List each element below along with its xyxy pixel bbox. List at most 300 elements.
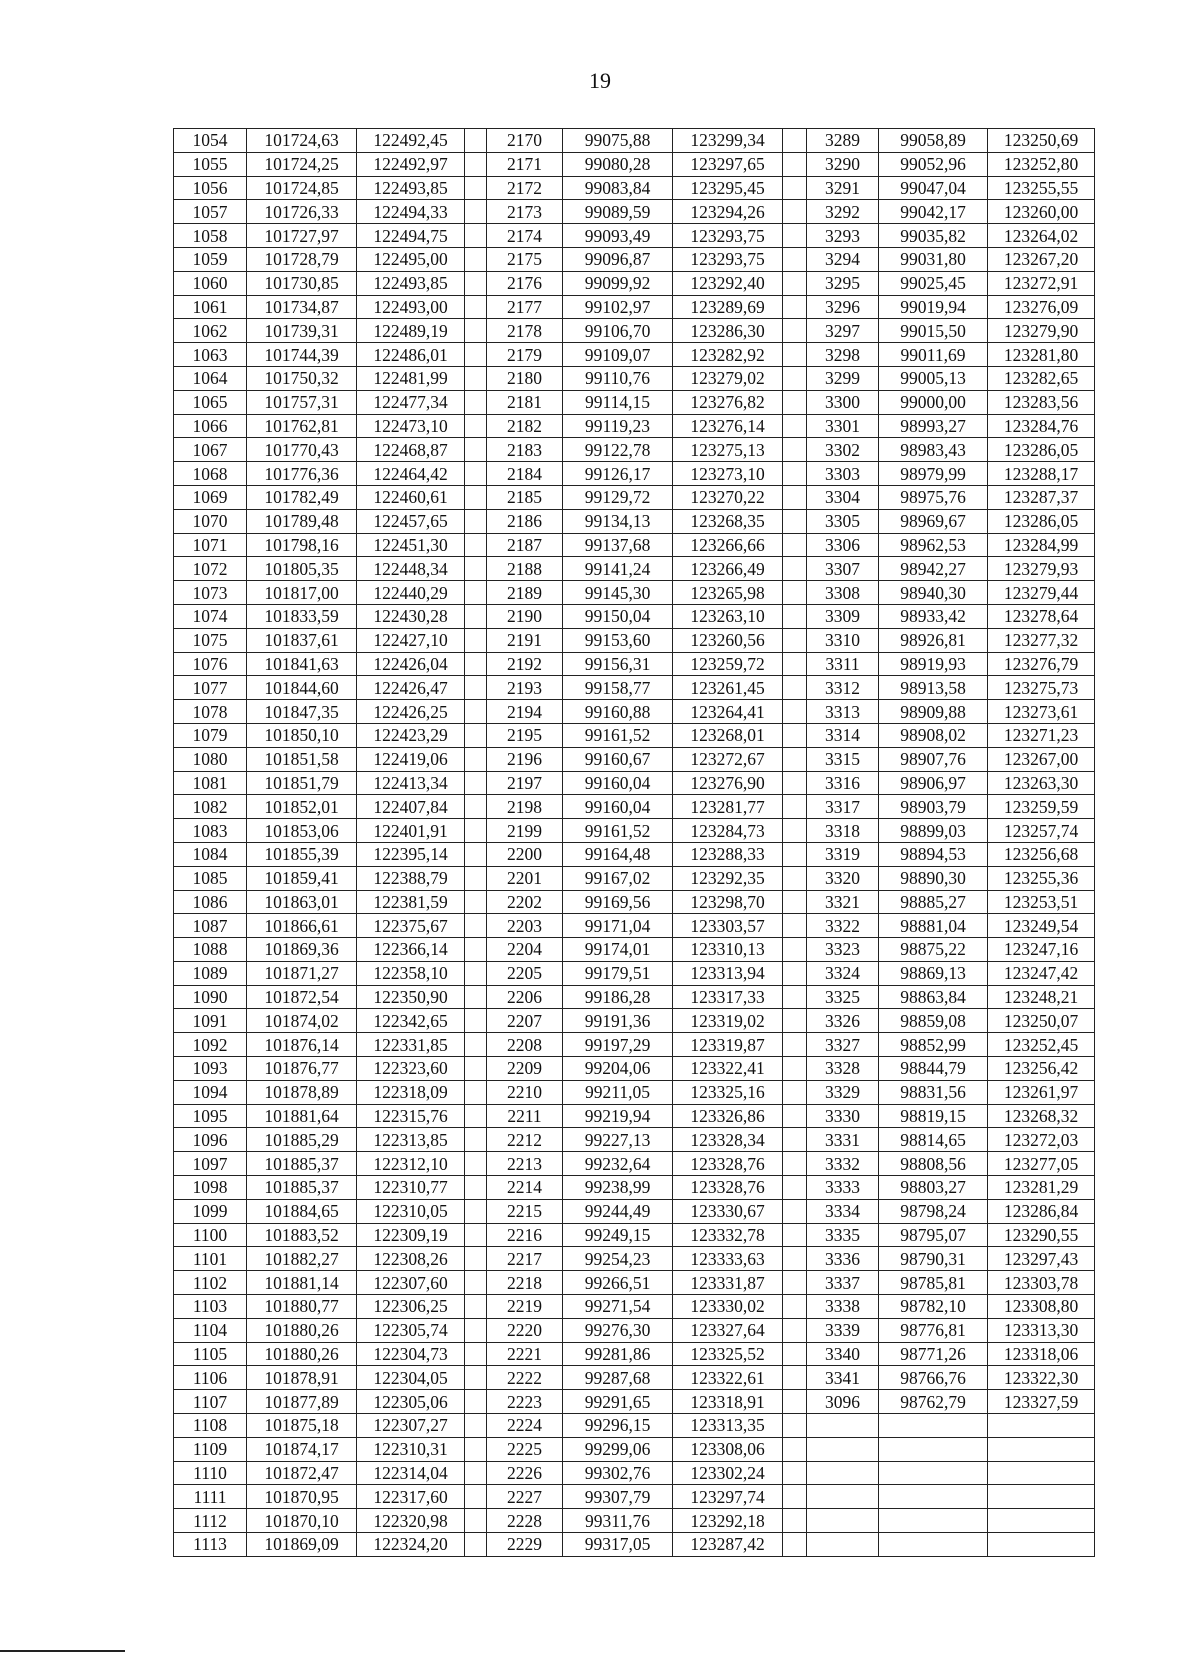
y-coordinate-cell: 122306,25 xyxy=(357,1295,465,1319)
point-number-cell: 2184 xyxy=(487,462,563,486)
point-number-cell: 3294 xyxy=(807,247,879,271)
table-row xyxy=(174,438,1095,462)
column-separator-cell xyxy=(465,1080,487,1104)
column-separator-cell xyxy=(465,271,487,295)
x-coordinate-cell: 101885,29 xyxy=(247,1128,357,1152)
column-separator-cell xyxy=(465,1485,487,1509)
point-number-cell: 3295 xyxy=(807,271,879,295)
x-coordinate-cell: 98803,27 xyxy=(879,1176,988,1200)
table-row xyxy=(174,819,1095,843)
x-coordinate-cell: 99227,13 xyxy=(563,1128,673,1152)
y-coordinate-cell: 123303,57 xyxy=(673,914,783,938)
y-coordinate-cell: 123284,99 xyxy=(988,533,1095,557)
y-coordinate-cell: 123330,02 xyxy=(673,1295,783,1319)
y-coordinate-cell: 123275,73 xyxy=(988,676,1095,700)
x-coordinate-cell xyxy=(879,1485,988,1509)
column-separator-cell xyxy=(783,819,807,843)
x-coordinate-cell: 101883,52 xyxy=(247,1223,357,1247)
y-coordinate-cell: 123298,70 xyxy=(673,890,783,914)
table-row xyxy=(174,1342,1095,1366)
table-row xyxy=(174,1176,1095,1200)
point-number-cell: 1087 xyxy=(174,914,247,938)
point-number-cell: 1111 xyxy=(174,1485,247,1509)
table-row xyxy=(174,1485,1095,1509)
y-coordinate-cell: 123281,29 xyxy=(988,1176,1095,1200)
y-coordinate-cell: 122468,87 xyxy=(357,438,465,462)
x-coordinate-cell xyxy=(879,1414,988,1438)
x-coordinate-cell: 99160,88 xyxy=(563,700,673,724)
x-coordinate-cell: 99169,56 xyxy=(563,890,673,914)
point-number-cell: 1110 xyxy=(174,1461,247,1485)
x-coordinate-cell: 98906,97 xyxy=(879,771,988,795)
x-coordinate-cell: 98908,02 xyxy=(879,723,988,747)
y-coordinate-cell: 122423,29 xyxy=(357,723,465,747)
point-number-cell: 2183 xyxy=(487,438,563,462)
point-number-cell: 1064 xyxy=(174,366,247,390)
column-separator-cell xyxy=(783,1366,807,1390)
x-coordinate-cell: 101885,37 xyxy=(247,1152,357,1176)
x-coordinate-cell: 99075,88 xyxy=(563,129,673,153)
table-row xyxy=(174,1295,1095,1319)
x-coordinate-cell: 101844,60 xyxy=(247,676,357,700)
point-number-cell: 3311 xyxy=(807,652,879,676)
column-separator-cell xyxy=(465,390,487,414)
x-coordinate-cell: 99153,60 xyxy=(563,628,673,652)
y-coordinate-cell: 122489,19 xyxy=(357,319,465,343)
point-number-cell: 1082 xyxy=(174,795,247,819)
coordinates-table-body xyxy=(174,129,1095,1557)
x-coordinate-cell: 98771,26 xyxy=(879,1342,988,1366)
y-coordinate-cell: 122331,85 xyxy=(357,1033,465,1057)
point-number-cell: 2174 xyxy=(487,224,563,248)
table-row xyxy=(174,1223,1095,1247)
y-coordinate-cell: 123260,00 xyxy=(988,200,1095,224)
y-coordinate-cell: 122315,76 xyxy=(357,1104,465,1128)
x-coordinate-cell: 98762,79 xyxy=(879,1390,988,1414)
table-row xyxy=(174,1009,1095,1033)
x-coordinate-cell: 99186,28 xyxy=(563,985,673,1009)
point-number-cell: 1100 xyxy=(174,1223,247,1247)
point-number-cell: 1077 xyxy=(174,676,247,700)
x-coordinate-cell xyxy=(879,1509,988,1533)
y-coordinate-cell: 123264,41 xyxy=(673,700,783,724)
column-separator-cell xyxy=(465,557,487,581)
point-number-cell: 1055 xyxy=(174,152,247,176)
column-separator-cell xyxy=(465,1128,487,1152)
point-number-cell: 2222 xyxy=(487,1366,563,1390)
x-coordinate-cell: 101798,16 xyxy=(247,533,357,557)
y-coordinate-cell: 123252,45 xyxy=(988,1033,1095,1057)
point-number-cell: 3332 xyxy=(807,1152,879,1176)
column-separator-cell xyxy=(783,271,807,295)
y-coordinate-cell: 122304,73 xyxy=(357,1342,465,1366)
point-number-cell: 2175 xyxy=(487,247,563,271)
x-coordinate-cell: 99137,68 xyxy=(563,533,673,557)
x-coordinate-cell: 98814,65 xyxy=(879,1128,988,1152)
column-separator-cell xyxy=(783,581,807,605)
y-coordinate-cell: 123308,80 xyxy=(988,1295,1095,1319)
y-coordinate-cell: 123313,30 xyxy=(988,1318,1095,1342)
point-number-cell: 2219 xyxy=(487,1295,563,1319)
column-separator-cell xyxy=(465,414,487,438)
y-coordinate-cell: 123322,61 xyxy=(673,1366,783,1390)
point-number-cell: 2202 xyxy=(487,890,563,914)
x-coordinate-cell: 98863,84 xyxy=(879,985,988,1009)
column-separator-cell xyxy=(465,1104,487,1128)
y-coordinate-cell: 122358,10 xyxy=(357,961,465,985)
y-coordinate-cell: 123255,36 xyxy=(988,866,1095,890)
point-number-cell: 2173 xyxy=(487,200,563,224)
point-number-cell xyxy=(807,1461,879,1485)
y-coordinate-cell: 123282,92 xyxy=(673,343,783,367)
point-number-cell: 3319 xyxy=(807,842,879,866)
point-number-cell: 3320 xyxy=(807,866,879,890)
point-number-cell: 2205 xyxy=(487,961,563,985)
point-number-cell: 3316 xyxy=(807,771,879,795)
x-coordinate-cell: 101724,25 xyxy=(247,152,357,176)
table-row xyxy=(174,295,1095,319)
x-coordinate-cell: 101852,01 xyxy=(247,795,357,819)
column-separator-cell xyxy=(783,533,807,557)
point-number-cell: 1075 xyxy=(174,628,247,652)
point-number-cell: 2194 xyxy=(487,700,563,724)
point-number-cell: 3301 xyxy=(807,414,879,438)
y-coordinate-cell: 122305,06 xyxy=(357,1390,465,1414)
point-number-cell: 3328 xyxy=(807,1057,879,1081)
point-number-cell: 2210 xyxy=(487,1080,563,1104)
column-separator-cell xyxy=(783,462,807,486)
x-coordinate-cell: 101855,39 xyxy=(247,842,357,866)
y-coordinate-cell: 123290,55 xyxy=(988,1223,1095,1247)
point-number-cell: 3333 xyxy=(807,1176,879,1200)
point-number-cell: 1109 xyxy=(174,1437,247,1461)
x-coordinate-cell: 99161,52 xyxy=(563,819,673,843)
y-coordinate-cell: 122427,10 xyxy=(357,628,465,652)
point-number-cell: 2187 xyxy=(487,533,563,557)
point-number-cell: 1058 xyxy=(174,224,247,248)
column-separator-cell xyxy=(783,1247,807,1271)
x-coordinate-cell: 99158,77 xyxy=(563,676,673,700)
y-coordinate-cell: 123287,37 xyxy=(988,485,1095,509)
point-number-cell: 1059 xyxy=(174,247,247,271)
table-row xyxy=(174,1509,1095,1533)
point-number-cell: 3340 xyxy=(807,1342,879,1366)
y-coordinate-cell: 123259,72 xyxy=(673,652,783,676)
x-coordinate-cell: 99093,49 xyxy=(563,224,673,248)
y-coordinate-cell: 123259,59 xyxy=(988,795,1095,819)
x-coordinate-cell: 99296,15 xyxy=(563,1414,673,1438)
y-coordinate-cell xyxy=(988,1485,1095,1509)
point-number-cell: 2182 xyxy=(487,414,563,438)
column-separator-cell xyxy=(783,224,807,248)
point-number-cell: 1060 xyxy=(174,271,247,295)
x-coordinate-cell xyxy=(879,1437,988,1461)
x-coordinate-cell: 101876,14 xyxy=(247,1033,357,1057)
table-row xyxy=(174,700,1095,724)
x-coordinate-cell: 99102,97 xyxy=(563,295,673,319)
x-coordinate-cell: 101833,59 xyxy=(247,604,357,628)
x-coordinate-cell: 101859,41 xyxy=(247,866,357,890)
y-coordinate-cell: 123256,42 xyxy=(988,1057,1095,1081)
column-separator-cell xyxy=(465,509,487,533)
y-coordinate-cell: 123273,61 xyxy=(988,700,1095,724)
x-coordinate-cell: 98926,81 xyxy=(879,628,988,652)
x-coordinate-cell: 101871,27 xyxy=(247,961,357,985)
x-coordinate-cell: 98899,03 xyxy=(879,819,988,843)
y-coordinate-cell: 123250,07 xyxy=(988,1009,1095,1033)
column-separator-cell xyxy=(783,414,807,438)
point-number-cell: 1080 xyxy=(174,747,247,771)
x-coordinate-cell: 98819,15 xyxy=(879,1104,988,1128)
x-coordinate-cell: 99083,84 xyxy=(563,176,673,200)
x-coordinate-cell: 99287,68 xyxy=(563,1366,673,1390)
x-coordinate-cell: 101728,79 xyxy=(247,247,357,271)
y-coordinate-cell: 123294,26 xyxy=(673,200,783,224)
point-number-cell: 2186 xyxy=(487,509,563,533)
x-coordinate-cell: 101837,61 xyxy=(247,628,357,652)
x-coordinate-cell: 98885,27 xyxy=(879,890,988,914)
y-coordinate-cell: 123252,80 xyxy=(988,152,1095,176)
x-coordinate-cell: 101850,10 xyxy=(247,723,357,747)
column-separator-cell xyxy=(465,604,487,628)
column-separator-cell xyxy=(783,1295,807,1319)
point-number-cell: 1107 xyxy=(174,1390,247,1414)
table-row xyxy=(174,1199,1095,1223)
y-coordinate-cell: 123278,64 xyxy=(988,604,1095,628)
column-separator-cell xyxy=(783,1271,807,1295)
point-number-cell: 3325 xyxy=(807,985,879,1009)
y-coordinate-cell: 123267,20 xyxy=(988,247,1095,271)
column-separator-cell xyxy=(783,1176,807,1200)
table-row xyxy=(174,485,1095,509)
x-coordinate-cell: 99129,72 xyxy=(563,485,673,509)
column-separator-cell xyxy=(783,509,807,533)
x-coordinate-cell xyxy=(879,1533,988,1557)
point-number-cell: 3305 xyxy=(807,509,879,533)
y-coordinate-cell: 123328,76 xyxy=(673,1176,783,1200)
point-number-cell: 2170 xyxy=(487,129,563,153)
x-coordinate-cell: 99150,04 xyxy=(563,604,673,628)
point-number-cell: 1084 xyxy=(174,842,247,866)
point-number-cell: 2209 xyxy=(487,1057,563,1081)
point-number-cell: 2207 xyxy=(487,1009,563,1033)
x-coordinate-cell: 101739,31 xyxy=(247,319,357,343)
x-coordinate-cell: 101882,27 xyxy=(247,1247,357,1271)
point-number-cell: 1067 xyxy=(174,438,247,462)
y-coordinate-cell: 123295,45 xyxy=(673,176,783,200)
y-coordinate-cell xyxy=(988,1461,1095,1485)
y-coordinate-cell: 122307,27 xyxy=(357,1414,465,1438)
x-coordinate-cell: 101880,77 xyxy=(247,1295,357,1319)
y-coordinate-cell: 123281,80 xyxy=(988,343,1095,367)
point-number-cell: 2211 xyxy=(487,1104,563,1128)
column-separator-cell xyxy=(783,1342,807,1366)
column-separator-cell xyxy=(465,938,487,962)
y-coordinate-cell: 122304,05 xyxy=(357,1366,465,1390)
x-coordinate-cell: 101841,63 xyxy=(247,652,357,676)
x-coordinate-cell: 99035,82 xyxy=(879,224,988,248)
point-number-cell: 3327 xyxy=(807,1033,879,1057)
table-row xyxy=(174,509,1095,533)
point-number-cell: 2213 xyxy=(487,1152,563,1176)
table-row xyxy=(174,152,1095,176)
y-coordinate-cell: 122307,60 xyxy=(357,1271,465,1295)
y-coordinate-cell: 123322,30 xyxy=(988,1366,1095,1390)
y-coordinate-cell: 122320,98 xyxy=(357,1509,465,1533)
x-coordinate-cell: 101782,49 xyxy=(247,485,357,509)
y-coordinate-cell: 123276,82 xyxy=(673,390,783,414)
point-number-cell: 2221 xyxy=(487,1342,563,1366)
point-number-cell: 1085 xyxy=(174,866,247,890)
x-coordinate-cell: 98869,13 xyxy=(879,961,988,985)
x-coordinate-cell: 99232,64 xyxy=(563,1152,673,1176)
y-coordinate-cell: 123263,10 xyxy=(673,604,783,628)
point-number-cell: 1065 xyxy=(174,390,247,414)
y-coordinate-cell xyxy=(988,1533,1095,1557)
y-coordinate-cell: 122493,00 xyxy=(357,295,465,319)
table-row xyxy=(174,985,1095,1009)
x-coordinate-cell: 101724,85 xyxy=(247,176,357,200)
x-coordinate-cell: 99160,67 xyxy=(563,747,673,771)
y-coordinate-cell: 123297,43 xyxy=(988,1247,1095,1271)
x-coordinate-cell: 99219,94 xyxy=(563,1104,673,1128)
x-coordinate-cell: 99164,48 xyxy=(563,842,673,866)
x-coordinate-cell: 98852,99 xyxy=(879,1033,988,1057)
point-number-cell: 3306 xyxy=(807,533,879,557)
point-number-cell: 3312 xyxy=(807,676,879,700)
column-separator-cell xyxy=(465,224,487,248)
point-number-cell: 1090 xyxy=(174,985,247,1009)
column-separator-cell xyxy=(783,438,807,462)
x-coordinate-cell: 98940,30 xyxy=(879,581,988,605)
column-separator-cell xyxy=(465,533,487,557)
column-separator-cell xyxy=(465,1509,487,1533)
table-row xyxy=(174,200,1095,224)
y-coordinate-cell: 123268,35 xyxy=(673,509,783,533)
table-row xyxy=(174,390,1095,414)
y-coordinate-cell: 122460,61 xyxy=(357,485,465,509)
footnote-rule xyxy=(0,1650,125,1652)
point-number-cell: 1074 xyxy=(174,604,247,628)
point-number-cell: 2220 xyxy=(487,1318,563,1342)
table-row xyxy=(174,1271,1095,1295)
x-coordinate-cell: 98785,81 xyxy=(879,1271,988,1295)
x-coordinate-cell: 101789,48 xyxy=(247,509,357,533)
x-coordinate-cell: 99179,51 xyxy=(563,961,673,985)
point-number-cell: 3309 xyxy=(807,604,879,628)
x-coordinate-cell: 101870,10 xyxy=(247,1509,357,1533)
column-separator-cell xyxy=(465,462,487,486)
x-coordinate-cell: 98881,04 xyxy=(879,914,988,938)
point-number-cell: 3297 xyxy=(807,319,879,343)
x-coordinate-cell: 99015,50 xyxy=(879,319,988,343)
point-number-cell: 1099 xyxy=(174,1199,247,1223)
x-coordinate-cell: 98979,99 xyxy=(879,462,988,486)
y-coordinate-cell: 122493,85 xyxy=(357,271,465,295)
point-number-cell: 3314 xyxy=(807,723,879,747)
column-separator-cell xyxy=(465,1033,487,1057)
y-coordinate-cell: 122426,47 xyxy=(357,676,465,700)
column-separator-cell xyxy=(465,747,487,771)
point-number-cell: 2191 xyxy=(487,628,563,652)
column-separator-cell xyxy=(783,652,807,676)
x-coordinate-cell: 101724,63 xyxy=(247,129,357,153)
x-coordinate-cell: 101870,95 xyxy=(247,1485,357,1509)
point-number-cell: 3293 xyxy=(807,224,879,248)
x-coordinate-cell: 99302,76 xyxy=(563,1461,673,1485)
y-coordinate-cell: 123318,06 xyxy=(988,1342,1095,1366)
column-separator-cell xyxy=(465,176,487,200)
table-row xyxy=(174,1104,1095,1128)
column-separator-cell xyxy=(465,319,487,343)
x-coordinate-cell: 98831,56 xyxy=(879,1080,988,1104)
table-row xyxy=(174,1152,1095,1176)
table-row xyxy=(174,557,1095,581)
point-number-cell: 3290 xyxy=(807,152,879,176)
table-row xyxy=(174,533,1095,557)
y-coordinate-cell: 123264,02 xyxy=(988,224,1095,248)
column-separator-cell xyxy=(465,1152,487,1176)
x-coordinate-cell: 101757,31 xyxy=(247,390,357,414)
x-coordinate-cell: 98894,53 xyxy=(879,842,988,866)
table-row xyxy=(174,176,1095,200)
point-number-cell: 2178 xyxy=(487,319,563,343)
x-coordinate-cell: 101730,85 xyxy=(247,271,357,295)
point-number-cell: 1096 xyxy=(174,1128,247,1152)
point-number-cell: 3329 xyxy=(807,1080,879,1104)
y-coordinate-cell: 123250,69 xyxy=(988,129,1095,153)
point-number-cell: 1071 xyxy=(174,533,247,557)
column-separator-cell xyxy=(783,1057,807,1081)
y-coordinate-cell: 123247,16 xyxy=(988,938,1095,962)
point-number-cell: 2181 xyxy=(487,390,563,414)
column-separator-cell xyxy=(783,1533,807,1557)
y-coordinate-cell: 123286,05 xyxy=(988,438,1095,462)
point-number-cell: 1113 xyxy=(174,1533,247,1557)
point-number-cell: 1097 xyxy=(174,1152,247,1176)
table-row xyxy=(174,866,1095,890)
x-coordinate-cell: 98983,43 xyxy=(879,438,988,462)
point-number-cell xyxy=(807,1414,879,1438)
column-separator-cell xyxy=(465,985,487,1009)
x-coordinate-cell: 98875,22 xyxy=(879,938,988,962)
x-coordinate-cell: 99167,02 xyxy=(563,866,673,890)
y-coordinate-cell: 122401,91 xyxy=(357,819,465,843)
y-coordinate-cell: 123255,55 xyxy=(988,176,1095,200)
table-row xyxy=(174,961,1095,985)
y-coordinate-cell: 123303,78 xyxy=(988,1271,1095,1295)
x-coordinate-cell: 101885,37 xyxy=(247,1176,357,1200)
point-number-cell: 3339 xyxy=(807,1318,879,1342)
table-row xyxy=(174,1057,1095,1081)
y-coordinate-cell: 123319,02 xyxy=(673,1009,783,1033)
x-coordinate-cell: 99011,69 xyxy=(879,343,988,367)
y-coordinate-cell: 123276,90 xyxy=(673,771,783,795)
column-separator-cell xyxy=(783,295,807,319)
x-coordinate-cell: 101875,18 xyxy=(247,1414,357,1438)
point-number-cell: 1056 xyxy=(174,176,247,200)
x-coordinate-cell: 101872,54 xyxy=(247,985,357,1009)
y-coordinate-cell: 122457,65 xyxy=(357,509,465,533)
point-number-cell: 1098 xyxy=(174,1176,247,1200)
y-coordinate-cell: 123266,49 xyxy=(673,557,783,581)
y-coordinate-cell: 123288,17 xyxy=(988,462,1095,486)
point-number-cell: 1072 xyxy=(174,557,247,581)
x-coordinate-cell: 101877,89 xyxy=(247,1390,357,1414)
x-coordinate-cell: 98766,76 xyxy=(879,1366,988,1390)
point-number-cell: 3324 xyxy=(807,961,879,985)
y-coordinate-cell: 123249,54 xyxy=(988,914,1095,938)
